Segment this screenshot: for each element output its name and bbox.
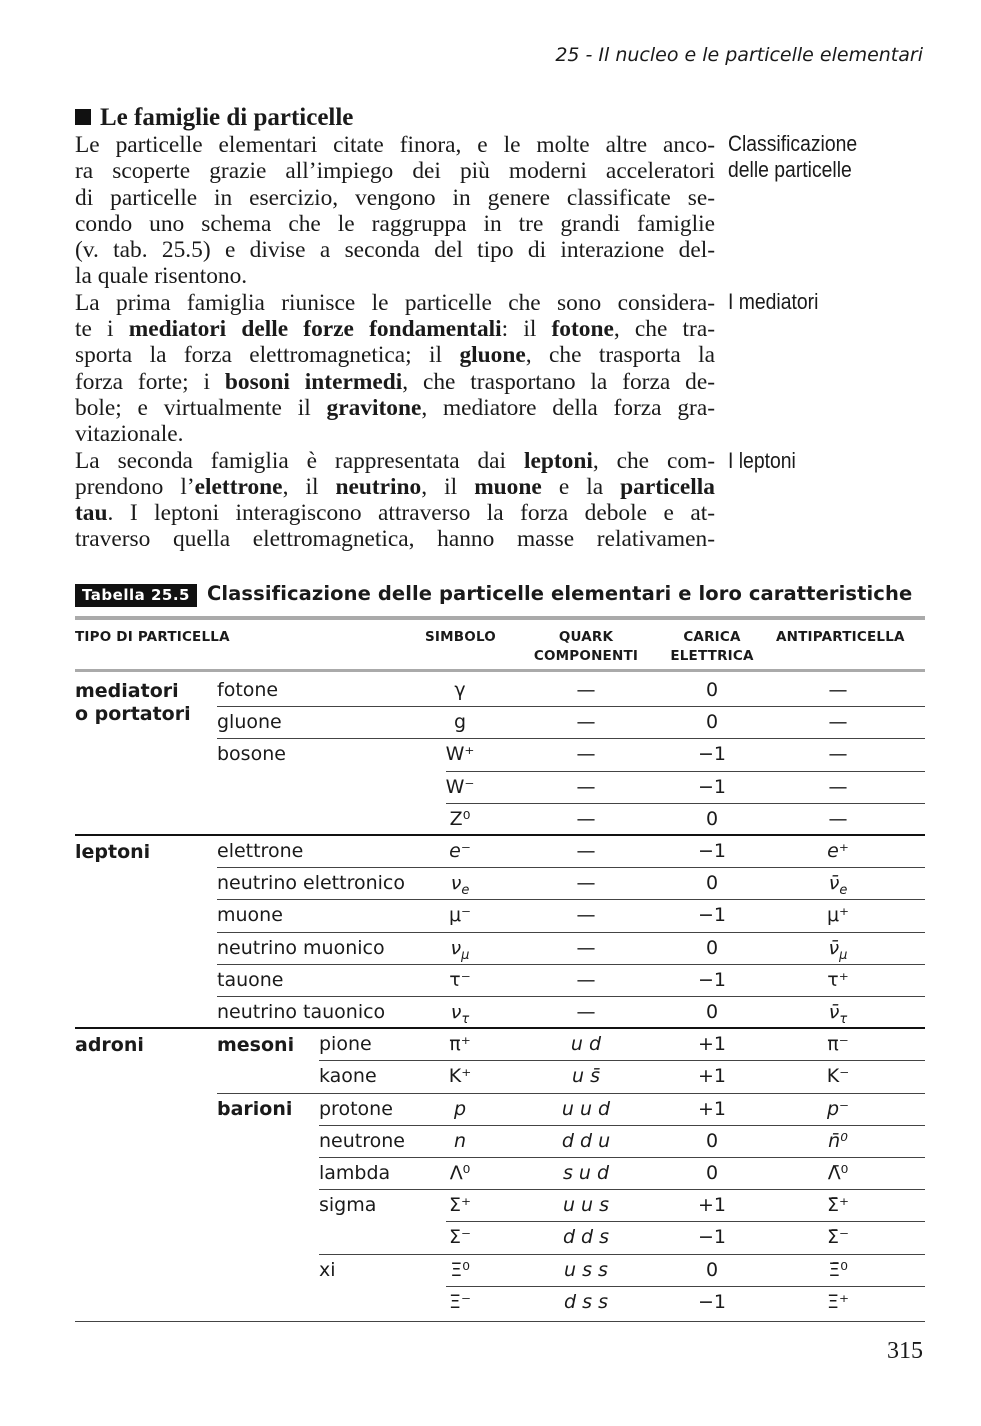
margin-note-mediatori: I mediatori xyxy=(728,289,819,314)
row-divider xyxy=(446,1286,925,1287)
section-heading: Le famiglie di particelle xyxy=(75,104,715,132)
group-adroni: adroni xyxy=(75,1034,144,1056)
paragraph-line: forza forte; i bosoni intermedi, che trasportano la forza de- xyxy=(75,368,715,395)
table-bottom-rule xyxy=(75,1321,925,1322)
square-bullet-icon xyxy=(75,109,91,125)
paragraph-line: tau. I leptoni interagiscono attraverso la forza debole e at- xyxy=(75,500,715,527)
antiparticle: — xyxy=(828,679,848,701)
row-divider xyxy=(446,771,925,772)
particle-name: xi xyxy=(319,1258,336,1281)
paragraph-line: condo uno schema che le raggruppa in tre grandi famiglie xyxy=(75,210,715,237)
particle-symbol: Λ⁰ xyxy=(449,1162,471,1184)
particle-symbol: Ξ⁰ xyxy=(450,1258,470,1281)
antiparticle: Ξ⁺ xyxy=(826,1290,850,1313)
electric-charge: −1 xyxy=(697,743,726,766)
quark-components: — xyxy=(576,743,596,766)
electric-charge: −1 xyxy=(697,968,726,991)
antiparticle: Σ̄⁻ xyxy=(826,1226,850,1249)
particle-name: pione xyxy=(319,1033,372,1056)
paragraph-line: Le particelle elementari citate finora, e le molte altre anco- xyxy=(75,132,715,158)
table-title: Classificazione delle particelle elementari e loro caratteristiche xyxy=(206,582,913,605)
electric-charge: +1 xyxy=(697,1097,726,1120)
particle-symbol: n xyxy=(453,1129,467,1152)
antiparticle: — xyxy=(828,807,848,830)
particle-symbol: γ xyxy=(454,679,466,701)
particle-name: bosone xyxy=(217,743,286,766)
quark-components: — xyxy=(576,968,596,991)
antiparticle: $\nū_e$ xyxy=(828,872,848,898)
paragraph-line: di particelle in esercizio, vengono in genere classificate se- xyxy=(75,184,715,211)
row-divider xyxy=(217,932,925,933)
particle-symbol: W⁺ xyxy=(445,743,475,766)
antiparticle: $\nū_\tau$ xyxy=(828,1001,848,1027)
antiparticle: e⁺ xyxy=(827,840,849,862)
header-carica: CARICA ELETTRICA xyxy=(670,629,754,664)
electric-charge: 0 xyxy=(705,1162,719,1184)
antiparticle: n̄⁰ xyxy=(828,1129,848,1152)
group-leptoni: leptoni xyxy=(75,841,151,863)
electric-charge: 0 xyxy=(705,679,719,701)
particle-symbol: Σ⁻ xyxy=(448,1226,472,1249)
quark-components: d s s xyxy=(564,1290,608,1313)
electric-charge: −1 xyxy=(697,1226,726,1249)
quark-components: u u d xyxy=(561,1097,611,1120)
row-divider xyxy=(217,738,925,739)
margin-note-leptoni: I leptoni xyxy=(728,448,796,473)
antiparticle: μ⁺ xyxy=(826,904,850,927)
section-body xyxy=(75,104,715,553)
electric-charge: +1 xyxy=(697,1194,726,1217)
group-separator xyxy=(75,834,925,836)
particle-name: neutrone xyxy=(319,1129,405,1152)
antiparticle: p⁻ xyxy=(826,1097,850,1120)
quark-components: u s̄ xyxy=(572,1065,600,1088)
quark-components: u d xyxy=(570,1033,602,1056)
subgroup-mesoni: mesoni xyxy=(217,1034,295,1056)
electric-charge: −1 xyxy=(697,840,726,862)
paragraph-line: La prima famiglia riunisce le particelle che sono considera- xyxy=(75,289,715,316)
paragraph-line: te i mediatori delle forze fondamentali: il fotone, che tra- xyxy=(75,316,716,343)
particle-name: lambda xyxy=(319,1162,391,1184)
paragraph-line: vitazionale. xyxy=(75,421,184,448)
quark-components: d d s xyxy=(562,1226,610,1249)
header-tipo: TIPO DI PARTICELLA xyxy=(75,629,230,645)
quark-components: — xyxy=(576,1001,596,1023)
quark-components: — xyxy=(576,679,596,701)
particle-name: elettrone xyxy=(217,840,304,862)
row-divider xyxy=(319,1157,925,1158)
quark-components: d d u xyxy=(561,1129,611,1152)
antiparticle: K⁻ xyxy=(826,1065,850,1088)
particle-name: neutrino muonico xyxy=(217,936,385,959)
row-divider xyxy=(217,867,925,868)
row-divider xyxy=(319,1125,925,1126)
table-caption xyxy=(75,582,912,607)
margin-note-classificazione: Classificazione delle particelle xyxy=(728,131,858,182)
particle-symbol: τ⁻ xyxy=(449,968,471,991)
electric-charge: −1 xyxy=(697,775,726,798)
particle-symbol: $\nu_e$ xyxy=(450,872,470,898)
particle-symbol: π⁺ xyxy=(449,1033,471,1056)
row-divider xyxy=(217,899,925,900)
antiparticle: Ξ̄⁰ xyxy=(828,1258,848,1281)
particle-symbol: μ⁻ xyxy=(448,904,472,927)
quark-components: — xyxy=(576,904,596,927)
antiparticle: $\nū_\mu$ xyxy=(828,936,848,963)
particle-name: sigma xyxy=(319,1194,377,1217)
particle-symbol: Ξ⁻ xyxy=(448,1290,472,1313)
paragraph-line: prendono l’elettrone, il neutrino, il muone e la particella xyxy=(75,473,715,500)
quark-components: u s s xyxy=(564,1258,608,1281)
particle-symbol: $\nu_\tau$ xyxy=(450,1001,470,1027)
row-divider xyxy=(319,1254,925,1255)
row-divider xyxy=(446,1221,925,1222)
particle-symbol: e⁻ xyxy=(449,840,471,862)
quark-components: — xyxy=(576,840,596,862)
row-divider xyxy=(217,706,925,707)
antiparticle: Σ̄⁺ xyxy=(826,1194,850,1217)
particle-symbol: K⁺ xyxy=(448,1065,472,1088)
electric-charge: 0 xyxy=(705,872,719,895)
particle-symbol: p xyxy=(453,1097,467,1120)
row-divider xyxy=(217,964,925,965)
electric-charge: −1 xyxy=(697,1290,726,1313)
quark-components: — xyxy=(576,872,596,895)
electric-charge: +1 xyxy=(697,1065,726,1088)
page-number: 315 xyxy=(887,1338,923,1364)
row-divider xyxy=(217,996,925,997)
header-simbolo: SIMBOLO xyxy=(425,629,496,645)
quark-components: — xyxy=(576,936,596,959)
row-divider xyxy=(446,803,925,804)
running-head: 25 - Il nucleo e le particelle elementari xyxy=(555,44,923,66)
antiparticle: τ⁺ xyxy=(827,968,849,991)
group-mediatori: mediatori xyxy=(75,680,179,702)
row-divider xyxy=(319,1189,925,1190)
quark-components: s u d xyxy=(562,1162,610,1184)
particle-name: muone xyxy=(217,904,283,927)
electric-charge: 0 xyxy=(705,936,719,959)
electric-charge: 0 xyxy=(705,1001,719,1023)
particle-name: neutrino tauonico xyxy=(217,1001,386,1023)
quark-components: — xyxy=(576,807,596,830)
subgroup-barioni: barioni xyxy=(217,1098,293,1120)
electric-charge: 0 xyxy=(705,711,719,734)
paragraph-line: sporta la forza elettromagnetica; il gluone, che trasporta la xyxy=(75,342,715,369)
antiparticle: — xyxy=(828,775,848,798)
particle-name: gluone xyxy=(217,711,282,734)
particle-name: tauone xyxy=(217,968,284,991)
paragraph-line: (v. tab. 25.5) e divise a seconda del tipo di interazione del- xyxy=(75,237,715,264)
antiparticle: — xyxy=(828,711,848,734)
particle-symbol: Z⁰ xyxy=(449,807,471,830)
quark-components: — xyxy=(576,775,596,798)
paragraph-line: bole; e virtualmente il gravitone, mediatore della forza gra- xyxy=(75,394,715,421)
table-label: Tabella 25.5 xyxy=(75,584,197,607)
particle-name: fotone xyxy=(217,679,279,701)
header-quark: QUARK COMPONENTI xyxy=(533,629,639,664)
antiparticle: Λ̄⁰ xyxy=(827,1162,849,1184)
quark-components: u u s xyxy=(562,1194,610,1217)
quark-components: — xyxy=(576,711,596,734)
paragraph-line: La seconda famiglia è rappresentata dai leptoni, che com- xyxy=(75,447,715,474)
group-separator xyxy=(75,1027,925,1029)
antiparticle: π⁻ xyxy=(827,1033,849,1056)
particle-name: kaone xyxy=(319,1065,377,1088)
particle-symbol: $\nu_\mu$ xyxy=(450,936,470,963)
table-top-rule xyxy=(75,616,925,620)
header-antiparticella: ANTIPARTICELLA xyxy=(776,629,905,645)
electric-charge: +1 xyxy=(697,1033,726,1056)
particle-name: protone xyxy=(319,1097,393,1120)
row-divider xyxy=(217,1093,925,1094)
header-rule xyxy=(75,669,925,672)
paragraph-line: la quale risentono. xyxy=(75,263,248,290)
group-mediatori-2: o portatori xyxy=(75,703,191,725)
paragraph-line: ra scoperte grazie all’impiego dei più moderni acceleratori xyxy=(75,158,715,185)
particle-name: neutrino elettronico xyxy=(217,872,405,895)
particle-symbol: W⁻ xyxy=(445,775,475,798)
particle-symbol: g xyxy=(453,711,467,734)
paragraph-line: traverso quella elettromagnetica, hanno masse relativamen- xyxy=(75,526,715,553)
electric-charge: 0 xyxy=(705,807,719,830)
electric-charge: 0 xyxy=(705,1129,719,1152)
electric-charge: −1 xyxy=(697,904,726,927)
electric-charge: 0 xyxy=(705,1258,719,1281)
row-divider xyxy=(319,1060,925,1061)
antiparticle: — xyxy=(828,743,848,766)
particle-symbol: Σ⁺ xyxy=(448,1194,472,1217)
